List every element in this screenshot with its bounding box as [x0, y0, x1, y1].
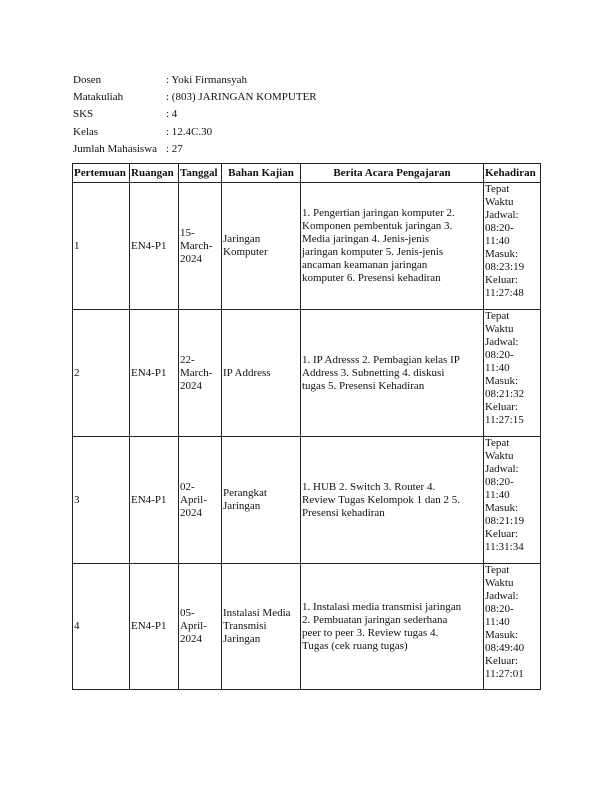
header-tanggal: Tanggal [179, 164, 222, 183]
berita-line: komputer 6. Presensi kehadiran [302, 272, 441, 284]
cell-bahan-kajian [222, 564, 301, 690]
kehadiran-line: 11:27:01 [485, 668, 524, 680]
kehadiran-line: Waktu [485, 577, 514, 589]
cell-tanggal [179, 310, 222, 437]
tanggal-line: 15- [180, 226, 195, 239]
bahan-line: Transmisi [223, 620, 267, 632]
info-row-kelas [73, 124, 317, 141]
cell-bahan-kajian [222, 183, 301, 310]
cell-ruangan: EN4-P1 [130, 183, 179, 310]
cell-ruangan: EN4-P1 [130, 564, 179, 690]
tanggal-line: 22- [180, 353, 195, 366]
header-berita-acara: Berita Acara Pengajaran [301, 164, 484, 183]
kehadiran-line: 11:31:34 [485, 541, 524, 553]
bahan-line: Jaringan [223, 500, 261, 512]
kehadiran-line: 08:20- [485, 222, 514, 234]
info-value: : (803) JARINGAN KOMPUTER [166, 91, 317, 104]
berita-line: tugas 5. Presensi Kehadiran [302, 379, 425, 392]
tanggal-line: 02- [180, 480, 195, 493]
info-row-dosen [73, 72, 317, 89]
header-bahan-kajian: Bahan Kajian [222, 164, 301, 183]
table-row [73, 564, 541, 690]
berita-line: peer to peer 3. Review tugas 4. [302, 626, 439, 639]
attendance-table [72, 163, 541, 690]
tanggal-line: 2024 [180, 252, 202, 265]
kehadiran-line: 08:20- [485, 349, 514, 361]
bahan-line: IP Address [223, 366, 271, 379]
tanggal-line: 05- [180, 607, 195, 619]
header-kehadiran: Kehadiran [484, 164, 541, 183]
cell-kehadiran [484, 564, 541, 690]
info-value: : Yoki Firmansyah [166, 74, 247, 86]
kehadiran-line: Tepat [485, 437, 510, 449]
berita-line: Tugas (cek ruang tugas) [302, 639, 408, 652]
kehadiran-line: 11:27:48 [485, 287, 524, 299]
cell-bahan-kajian [222, 310, 301, 437]
kehadiran-line: 08:20- [485, 603, 514, 615]
cell-ruangan: EN4-P1 [130, 310, 179, 437]
kehadiran-line: Waktu [485, 450, 514, 462]
kehadiran-line: Masuk: [485, 248, 518, 260]
kehadiran-line: Tepat [485, 310, 510, 322]
kehadiran-line: Jadwal: [485, 336, 519, 348]
kehadiran-line: 08:23:19 [485, 261, 525, 273]
cell-pertemuan: 4 [73, 564, 130, 690]
cell-pertemuan: 2 [73, 310, 130, 437]
header-pertemuan: Pertemuan [73, 164, 130, 183]
tanggal-line: 2024 [180, 506, 202, 519]
kehadiran-line: 08:20- [485, 476, 514, 488]
info-row-jumlah-mahasiswa [73, 141, 317, 158]
kehadiran-line: 11:27:15 [485, 414, 524, 426]
info-value: : 4 [166, 108, 178, 121]
info-label: SKS [73, 108, 94, 121]
course-info [73, 72, 317, 158]
kehadiran-line: Keluar: [485, 528, 518, 540]
cell-tanggal [179, 564, 222, 690]
info-label: Jumlah Mahasiswa [73, 142, 158, 155]
cell-bahan-kajian [222, 437, 301, 564]
cell-pertemuan: 3 [73, 437, 130, 564]
bahan-line: Jaringan [223, 633, 261, 645]
tanggal-line: April- [180, 620, 207, 632]
kehadiran-line: Waktu [485, 323, 514, 335]
table-row [73, 437, 541, 564]
tanggal-line: 2024 [180, 379, 202, 392]
berita-line: Address 3. Subnetting 4. diskusi [302, 366, 445, 379]
info-row-matakuliah [73, 89, 317, 106]
info-value: : 12.4C.30 [166, 125, 213, 138]
table-row [73, 183, 541, 310]
kehadiran-line: 11:40 [485, 235, 510, 247]
kehadiran-line: 08:21:32 [485, 388, 525, 400]
kehadiran-line: 11:40 [485, 489, 510, 501]
berita-line: Komponen pembentuk jaringan 3. [302, 220, 453, 232]
cell-pertemuan: 1 [73, 183, 130, 310]
tanggal-line: March- [180, 239, 213, 252]
kehadiran-line: Masuk: [485, 502, 518, 514]
cell-berita-acara [301, 310, 484, 437]
berita-line: ancaman keamanan jaringan [302, 259, 428, 271]
kehadiran-line: Masuk: [485, 629, 518, 641]
cell-kehadiran [484, 310, 541, 437]
cell-kehadiran [484, 437, 541, 564]
berita-line: 2. Pembuatan jaringan sederhana [302, 613, 448, 626]
cell-tanggal [179, 183, 222, 310]
kehadiran-line: Keluar: [485, 655, 518, 667]
berita-line: 1. Pengertian jaringan komputer 2. [302, 207, 455, 219]
header-ruangan: Ruangan [130, 164, 179, 183]
berita-line: 1. HUB 2. Switch 3. Router 4. [302, 480, 436, 493]
kehadiran-line: 11:40 [485, 362, 510, 374]
info-label: Dosen [73, 74, 102, 86]
berita-line: jaringan komputer 5. Jenis-jenis [302, 246, 444, 258]
table-header-row [73, 164, 541, 183]
berita-line: Media jaringan 4. Jenis-jenis [302, 233, 430, 245]
tanggal-line: March- [180, 366, 213, 379]
kehadiran-line: Keluar: [485, 401, 518, 413]
bahan-line: Instalasi Media [223, 607, 291, 619]
info-value: : 27 [166, 142, 183, 155]
cell-berita-acara [301, 437, 484, 564]
kehadiran-line: Jadwal: [485, 209, 519, 221]
kehadiran-line: Jadwal: [485, 463, 519, 475]
bahan-line: Jaringan [223, 233, 261, 245]
kehadiran-line: Jadwal: [485, 590, 519, 602]
cell-berita-acara [301, 183, 484, 310]
table-row [73, 310, 541, 437]
cell-kehadiran [484, 183, 541, 310]
berita-line: 1. Instalasi media transmisi jaringan [302, 600, 462, 613]
cell-tanggal [179, 437, 222, 564]
tanggal-line: 2024 [180, 633, 202, 645]
info-row-sks [73, 106, 317, 123]
kehadiran-line: Waktu [485, 196, 514, 208]
berita-line: 1. IP Adresss 2. Pembagian kelas IP [302, 353, 460, 366]
cell-ruangan: EN4-P1 [130, 437, 179, 564]
kehadiran-line: 08:49:40 [485, 642, 525, 654]
berita-line: Presensi kehadiran [302, 506, 385, 519]
tanggal-line: April- [180, 493, 207, 506]
cell-berita-acara [301, 564, 484, 690]
kehadiran-line: Tepat [485, 183, 510, 195]
bahan-line: Komputer [223, 246, 268, 258]
info-label: Matakuliah [73, 91, 124, 104]
berita-line: Review Tugas Kelompok 1 dan 2 5. [302, 493, 460, 506]
kehadiran-line: 11:40 [485, 616, 510, 628]
bahan-line: Perangkat [223, 487, 267, 499]
kehadiran-line: Keluar: [485, 274, 518, 286]
kehadiran-line: Masuk: [485, 375, 518, 387]
info-label: Kelas [73, 125, 99, 138]
kehadiran-line: Tepat [485, 564, 510, 576]
kehadiran-line: 08:21:19 [485, 515, 525, 527]
